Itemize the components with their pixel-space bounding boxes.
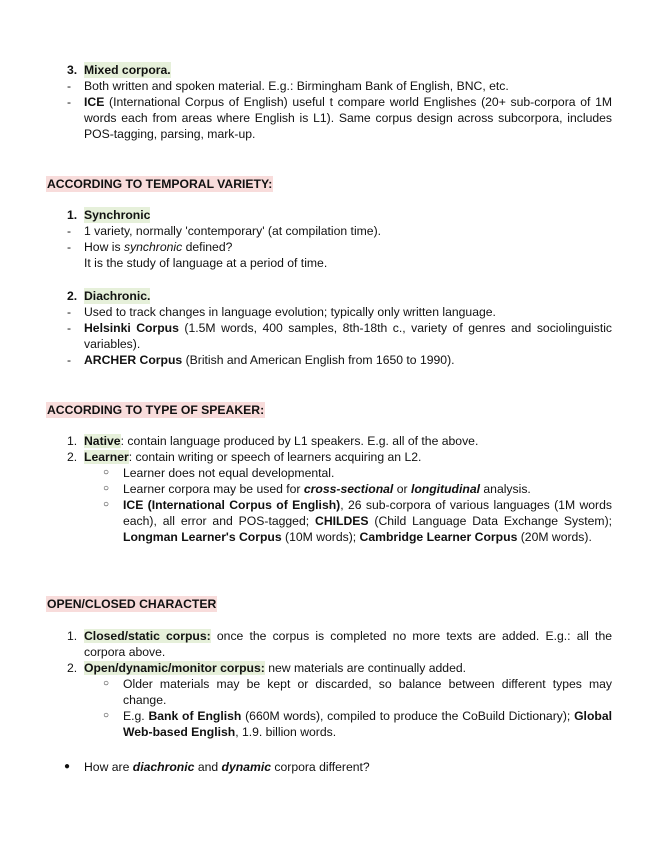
text-run: : contain language produced by L1 speakers. E.g. all of the above. [120, 434, 479, 448]
sub-list-item [67, 497, 612, 545]
list-item [67, 78, 612, 94]
corpus-description: (1.5M words, 400 samples, 8th-18th c., variety of genres and sociolinguistic variables). [84, 321, 613, 351]
list-number: 1. [67, 208, 78, 222]
list-item-text: Older materials may be kept or discarded, so balance between different types may change. [123, 677, 612, 707]
corpus-name: ICE (International Corpus of English) [123, 498, 341, 512]
sub-list-item [67, 676, 612, 708]
corpus-name: Cambridge Learner Corpus [359, 530, 518, 544]
list-item-text: Learner does not equal developmental. [123, 466, 335, 480]
list-item [67, 94, 612, 142]
text-run: and [197, 760, 219, 774]
bullet-icon: ● [64, 761, 71, 772]
text-run: How is [84, 240, 121, 254]
list-item [67, 433, 612, 449]
mixed-corpora-section [67, 62, 612, 142]
text-run: or [396, 482, 408, 496]
list-item [67, 320, 612, 352]
term: Open/dynamic/monitor corpus: [84, 661, 265, 675]
list-item-text: Both written and spoken material. E.g.: Birmingham Bank of English, BNC, etc. [84, 79, 509, 93]
section-title: Diachronic. [84, 289, 151, 303]
corpus-description: (International Corpus of English) useful t compare world Englishes (20+ sub-corpora of 1M words each from areas where English is L1). Same corpus design across subcorpora, includes POS-tagging, parsing, mark-up. [84, 95, 612, 141]
heading-temporal-variety: ACCORDING TO TEMPORAL VARIETY: [47, 177, 273, 191]
corpus-name: Bank of English [148, 709, 242, 723]
sub-list-item [67, 481, 612, 497]
list-item-text [123, 708, 612, 740]
dash-marker: - [67, 353, 72, 367]
list-item [67, 304, 612, 320]
text-run: It is the study of language at a period of time. [84, 256, 328, 270]
list-number: 3. [67, 63, 78, 77]
list-item [67, 628, 612, 660]
speaker-section [67, 433, 612, 545]
text-run: corpora different? [274, 760, 370, 774]
corpus-name: Helsinki Corpus [84, 321, 179, 335]
text-run: (Child Language Data Exchange System); [374, 514, 613, 528]
text-run: (20M words). [520, 530, 592, 544]
list-item [67, 239, 612, 271]
dash-marker: - [67, 305, 72, 319]
list-item-text: 1 variety, normally 'contemporary' (at compilation time). [84, 224, 382, 238]
text-run: once the corpus is completed no more texts are added. E.g.: all the corpora above. [84, 629, 612, 659]
section-title: Synchronic [84, 208, 151, 222]
question-bullet [64, 759, 612, 775]
text-run: (660M words), compiled to produce the CoBuild Dictionary); [245, 709, 571, 723]
corpus-description: (British and American English from 1650 to 1990). [185, 353, 455, 367]
dash-marker: - [67, 224, 72, 238]
dash-marker: - [67, 79, 72, 93]
list-number: 1. [67, 434, 78, 448]
emphasis: diachronic [132, 760, 195, 774]
text-run: new materials are continually added. [268, 661, 467, 675]
diachronic-title [67, 288, 612, 304]
circle-bullet-icon: ○ [103, 467, 110, 478]
list-number: 2. [67, 450, 78, 464]
corpus-name: ICE [84, 95, 105, 109]
list-item [67, 223, 612, 239]
list-number: 1. [67, 629, 78, 643]
list-item-text [84, 628, 612, 660]
emphasis: cross-sectional [303, 482, 394, 496]
list-item-text [84, 94, 612, 142]
term: Learner [84, 450, 129, 464]
text-run: Learner corpora may be used for [123, 482, 301, 496]
list-item [67, 352, 612, 368]
list-item-text [84, 320, 612, 352]
synchronic-section [67, 207, 612, 271]
sub-list-item [67, 708, 612, 740]
text-run: : contain writing or speech of learners acquiring an L2. [128, 450, 422, 464]
dash-marker: - [67, 240, 72, 254]
list-item-text [84, 433, 612, 449]
list-number: 2. [67, 289, 78, 303]
list-item-text [84, 352, 612, 368]
list-item-text: Used to track changes in language evolution; typically only written language. [84, 305, 496, 319]
list-item-text [84, 239, 612, 271]
emphasis: dynamic [221, 760, 271, 774]
list-item-text [123, 481, 612, 497]
corpus-name: Global Web-based English [123, 709, 612, 739]
corpus-name: Longman Learner's Corpus [123, 530, 282, 544]
list-item [67, 660, 612, 676]
text-run: (10M words); [285, 530, 357, 544]
corpus-name: ARCHER Corpus [84, 353, 183, 367]
text-run: defined? [185, 240, 233, 254]
open-closed-section [67, 628, 612, 740]
question-text [84, 759, 612, 775]
corpus-name: CHILDES [315, 514, 369, 528]
list-item-text [123, 497, 612, 545]
emphasis: longitudinal [410, 482, 480, 496]
section-title: Mixed corpora. [84, 63, 171, 77]
list-item-text [84, 660, 612, 676]
term: Native [84, 434, 121, 448]
list-item [67, 449, 612, 465]
mixed-corpora-title [67, 62, 612, 78]
list-number: 2. [67, 661, 78, 675]
text-run: E.g. [123, 709, 145, 723]
text-run: , 26 sub-corpora of various languages (1M words each), all error and POS-tagged; [123, 498, 612, 528]
text-run: How are [84, 760, 130, 774]
heading-open-closed-character: OPEN/CLOSED CHARACTER [47, 597, 217, 611]
circle-bullet-icon: ○ [103, 678, 110, 689]
emphasis: synchronic [123, 240, 183, 254]
text-run: , 1.9. billion words. [235, 725, 337, 739]
dash-marker: - [67, 321, 72, 335]
circle-bullet-icon: ○ [103, 499, 110, 510]
circle-bullet-icon: ○ [103, 483, 110, 494]
circle-bullet-icon: ○ [103, 710, 110, 721]
dash-marker: - [67, 95, 72, 109]
heading-type-of-speaker: ACCORDING TO TYPE OF SPEAKER: [47, 403, 265, 417]
sub-list-item [67, 465, 612, 481]
synchronic-title [67, 207, 612, 223]
diachronic-section [67, 288, 612, 368]
list-item-text [84, 449, 612, 465]
text-run: analysis. [483, 482, 531, 496]
term: Closed/static corpus: [84, 629, 211, 643]
